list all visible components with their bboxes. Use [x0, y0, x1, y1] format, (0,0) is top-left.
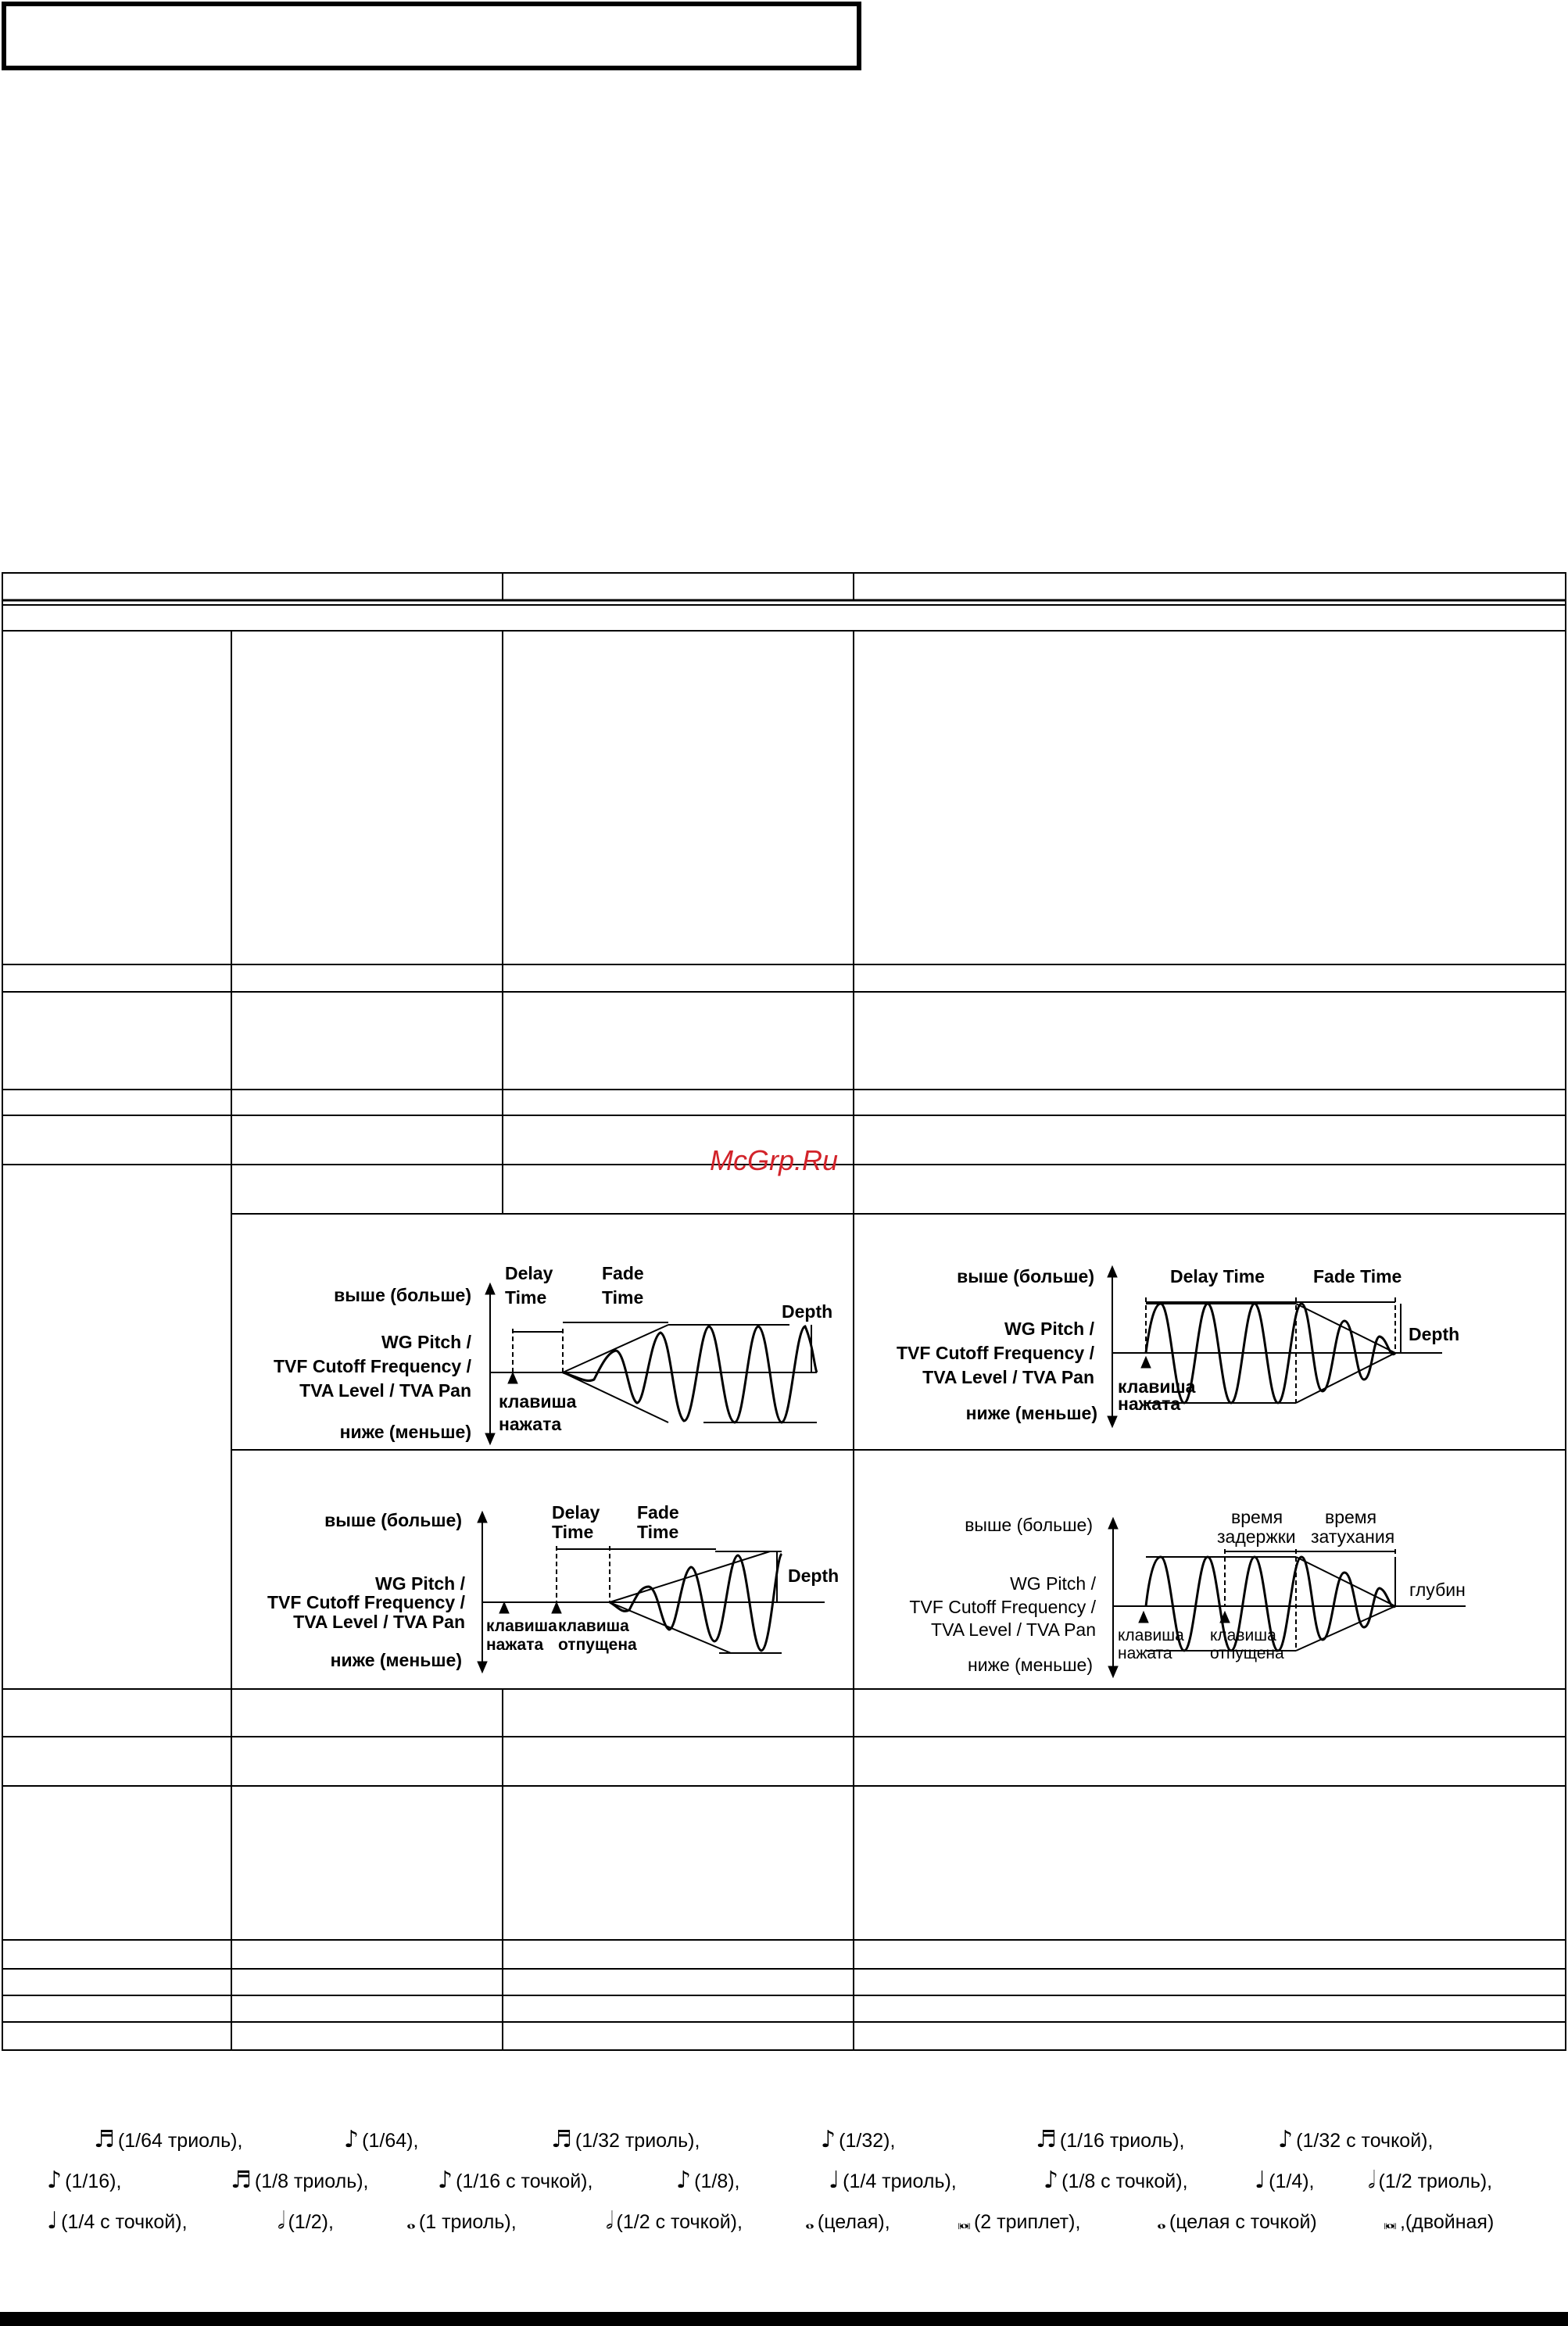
diagram-target-label: WG Pitch / [1004, 1319, 1094, 1339]
key-off-label: клавиша [1210, 1626, 1276, 1644]
note-item: ♬ (1/16 триоль), [1036, 2126, 1185, 2153]
note-item: ♪ (1/32 с точкой), [1278, 2126, 1434, 2153]
note-item: 𝅜 ,(двойная) [1384, 2207, 1495, 2235]
note-item: ♪ (1/16), [47, 2167, 122, 2194]
delay-time-label: Delay Time [1170, 1266, 1265, 1286]
key-on-label: клавиша [1118, 1376, 1196, 1397]
note-glyph-icon: ♪ [47, 2167, 63, 2194]
fade-time-label: Fade [637, 1502, 679, 1523]
diagram-target-label: WG Pitch / [375, 1573, 465, 1594]
diagram-target-label: WG Pitch / [381, 1332, 471, 1352]
note-glyph-icon: 𝅝 [805, 2207, 814, 2235]
delay-time-label: Delay [505, 1263, 553, 1283]
delay-time-label: задержки [1217, 1526, 1296, 1547]
note-glyph-icon: ♪ [1044, 2167, 1059, 2194]
fade-time-label: время [1325, 1507, 1377, 1527]
note-legend [0, 2110, 1568, 2267]
note-item: 𝅝 (1 триоль), [406, 2207, 517, 2235]
key-on-label: нажата [499, 1414, 562, 1434]
diagram-higher-label: выше (больше) [334, 1285, 471, 1305]
diagram-target-label: TVF Cutoff Frequency / [909, 1597, 1096, 1617]
diagram-target-label: TVA Level / TVA Pan [922, 1367, 1094, 1387]
fade-time-label: затухания [1311, 1526, 1395, 1547]
lfo-diagram-fade-out-on [897, 1266, 1459, 1427]
note-item: 𝅝 (целая), [805, 2207, 890, 2235]
note-item: ♪ (1/8), [676, 2167, 740, 2194]
key-on-label: нажата [486, 1636, 544, 1654]
note-item: ♪ (1/8 с точкой), [1044, 2167, 1188, 2194]
note-item: ♪ (1/64), [344, 2126, 419, 2153]
note-glyph-icon: ♪ [438, 2167, 453, 2194]
diagram-higher-label: выше (больше) [957, 1266, 1094, 1286]
diagram-target-label: TVF Cutoff Frequency / [274, 1356, 471, 1376]
diagram-target-label: TVA Level / TVA Pan [299, 1380, 471, 1401]
fade-time-label: Time [602, 1287, 644, 1308]
note-item: 𝅝 (целая с точкой) [1157, 2207, 1317, 2235]
fade-time-label: Fade Time [1313, 1266, 1402, 1286]
note-glyph-icon: ♬ [551, 2126, 572, 2153]
note-item: ♪ (1/32), [821, 2126, 896, 2153]
fade-time-label: Time [637, 1522, 679, 1542]
diagram-lower-label: ниже (меньше) [330, 1650, 462, 1670]
note-glyph-icon: 𝅝 [1157, 2207, 1166, 2235]
delay-time-label: Delay [552, 1502, 600, 1523]
note-glyph-icon: ♩ [1255, 2167, 1266, 2194]
key-on-label: нажата [1118, 1394, 1181, 1414]
note-item: 𝅗𝅥 (1/2 триоль), [1368, 2167, 1493, 2194]
key-off-label: клавиша [558, 1617, 629, 1635]
diagram-lower-label: ниже (меньше) [968, 1655, 1093, 1675]
note-glyph-icon: ♬ [94, 2126, 115, 2153]
note-item: ♩ (1/4 триоль), [829, 2167, 957, 2194]
depth-label: глубин [1409, 1580, 1466, 1600]
note-glyph-icon: ♪ [676, 2167, 692, 2194]
delay-time-label: время [1231, 1507, 1283, 1527]
lfo-diagram-fade-in-off [267, 1502, 839, 1673]
note-glyph-icon: 𝅝 [406, 2207, 416, 2235]
diagram-target-label: TVF Cutoff Frequency / [897, 1343, 1094, 1363]
key-off-label: отпущена [558, 1636, 637, 1654]
note-item: ♬ (1/32 триоль), [551, 2126, 700, 2153]
diagram-higher-label: выше (больше) [965, 1515, 1093, 1535]
key-on-label: нажата [1118, 1644, 1172, 1662]
bottom-bar [0, 2312, 1568, 2326]
lfo-diagram-fade-in-on [274, 1263, 832, 1444]
note-item: 𝅗𝅥 (1/2), [277, 2207, 334, 2235]
note-glyph-icon: ♩ [47, 2207, 59, 2235]
note-glyph-icon: ♪ [821, 2126, 836, 2153]
note-item: ♬ (1/8 триоль), [231, 2167, 369, 2194]
depth-label: Depth [782, 1301, 833, 1322]
note-item: ♪ (1/16 с точкой), [438, 2167, 593, 2194]
depth-label: Depth [1409, 1324, 1460, 1344]
note-glyph-icon: ♬ [231, 2167, 252, 2194]
watermark: McGrp.Ru [710, 1144, 839, 1176]
diagram-higher-label: выше (больше) [324, 1510, 462, 1530]
note-item: ♩ (1/4 с точкой), [47, 2207, 188, 2235]
note-glyph-icon: ♩ [829, 2167, 840, 2194]
diagram-target-label: TVF Cutoff Frequency / [267, 1592, 465, 1612]
lfo-diagram-fade-out-off [909, 1507, 1466, 1677]
key-off-label: отпущена [1210, 1644, 1284, 1662]
note-glyph-icon: ♬ [1036, 2126, 1057, 2153]
depth-label: Depth [788, 1566, 839, 1586]
diagram-target-label: TVA Level / TVA Pan [293, 1612, 465, 1632]
key-on-label: клавиша [499, 1391, 577, 1412]
diagram-lower-label: ниже (меньше) [965, 1403, 1097, 1423]
key-on-label: клавиша [486, 1617, 557, 1635]
key-on-label: клавиша [1118, 1626, 1184, 1644]
note-item: ♩ (1/4), [1255, 2167, 1315, 2194]
note-glyph-icon: 𝅜 [958, 2207, 971, 2235]
note-item: 𝅜 (2 триплет), [958, 2207, 1081, 2235]
diagram-lower-label: ниже (меньше) [339, 1422, 471, 1442]
note-glyph-icon: ♪ [1278, 2126, 1294, 2153]
note-item: ♬ (1/64 триоль), [94, 2126, 243, 2153]
note-glyph-icon: 𝅜 [1384, 2207, 1397, 2235]
note-glyph-icon: 𝅗𝅥 [1368, 2167, 1376, 2194]
delay-time-label: Time [505, 1287, 547, 1308]
note-item: 𝅗𝅥 (1/2 с точкой), [606, 2207, 743, 2235]
diagram-target-label: TVA Level / TVA Pan [931, 1619, 1096, 1640]
note-glyph-icon: 𝅗𝅥 [606, 2207, 614, 2235]
delay-time-label: Time [552, 1522, 594, 1542]
note-glyph-icon: 𝅗𝅥 [277, 2207, 285, 2235]
fade-time-label: Fade [602, 1263, 644, 1283]
diagram-target-label: WG Pitch / [1010, 1573, 1096, 1594]
note-glyph-icon: ♪ [344, 2126, 360, 2153]
